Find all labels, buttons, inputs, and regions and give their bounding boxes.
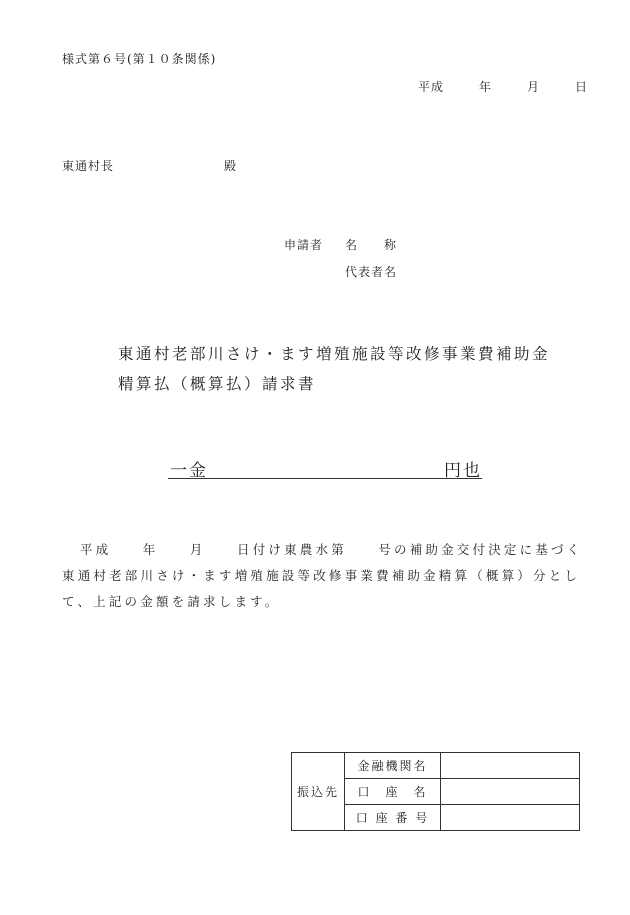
applicant-label: 申請者 [284,238,324,252]
body-line-2: 東通村老部川さけ・ます増殖施設等改修事業費補助金精算（概算）分とし [62,568,581,583]
account-number-value[interactable] [441,805,580,831]
applicant-representative-label: 代表者名 [345,265,398,279]
body-line-3: て、上記の金額を請求します。 [62,594,281,609]
bank-name-value[interactable] [441,753,580,779]
title-line-2: 精算払（概算払）請求書 [118,375,317,393]
addressee-name: 東通村長 [62,159,115,173]
bank-transfer-table [291,752,580,831]
amount-prefix: 一金 [170,461,208,481]
applicant-name-label: 名 称 [345,238,398,252]
form-number: 様式第６号(第１０条関係) [62,52,217,66]
date-era: 平成 [418,80,445,94]
account-number-label: 口 座 番 号 [345,805,441,831]
table-row [292,753,580,779]
addressee-honorific: 殿 [224,159,238,173]
transfer-destination-label: 振込先 [292,753,345,831]
bank-name-label: 金融機関名 [345,753,441,779]
date-year: 年 [479,80,493,94]
amount-suffix: 円也 [444,461,482,481]
title-line-1: 東通村老部川さけ・ます増殖施設等改修事業費補助金 [118,345,551,363]
account-name-label: 口 座 名 [345,779,441,805]
date-day: 日 [575,80,589,94]
account-name-value[interactable] [441,779,580,805]
date-month: 月 [527,80,541,94]
amount-line [168,452,482,479]
body-line-1: 平成 年 月 日付け東農水第 号の補助金交付決定に基づく [80,542,583,557]
